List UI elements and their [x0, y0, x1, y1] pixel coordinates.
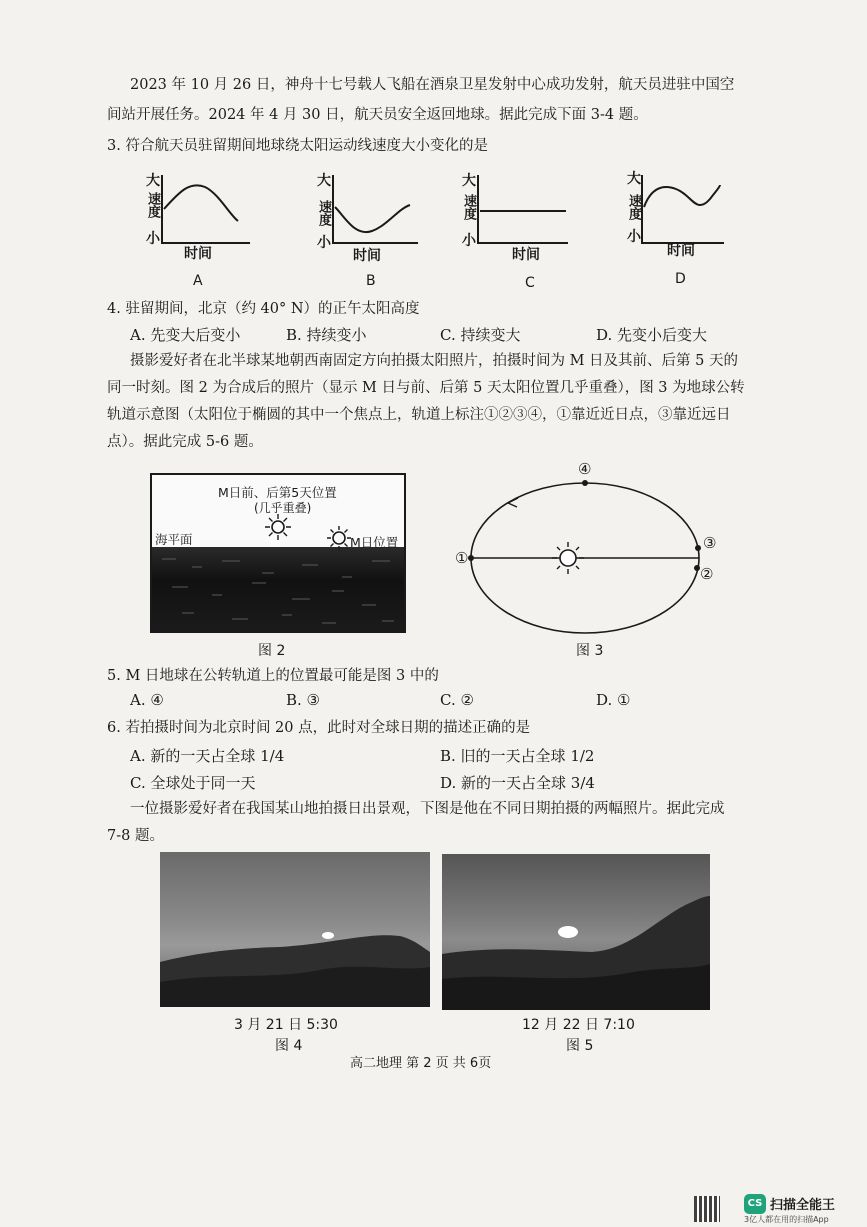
watermark-slogan: 3亿人都在用的扫描App [744, 1215, 829, 1224]
question-3-stem: 3. 符合航天员驻留期间地球绕太阳运动线速度大小变化的是 [107, 138, 488, 154]
orbit-point-1: ① [455, 549, 469, 567]
intro-3-4-line2: 间站开展任务。2024 年 4 月 30 日，航天员安全返回地球。据此完成下面 3-4 题。 [107, 107, 648, 123]
graph-b [333, 175, 418, 243]
graph-d-small: 小 [627, 229, 641, 245]
fig4-sun [322, 932, 334, 939]
intro-7-8-line2: 7-8 题。 [107, 828, 164, 844]
figure-5-photo [442, 854, 710, 1010]
graph-d-big: 大 [627, 171, 641, 187]
watermark-brand: 扫描全能王 [770, 1198, 836, 1213]
figure-5-time: 12 月 22 日 7:10 [522, 1017, 635, 1033]
orbit-point-4: ④ [578, 460, 592, 478]
intro-5-6-line2: 同一时刻。图 2 为合成后的照片（显示 M 日与前、后第 5 天太阳位置几乎重叠），图 3 为地球公转 [107, 380, 745, 396]
graph-b-yaxis: 速度 [316, 200, 331, 226]
graph-b-label: B [366, 273, 376, 289]
sea-waves [152, 547, 404, 631]
graph-c-yaxis: 速度 [461, 194, 476, 220]
graph-a-big: 大 [146, 173, 160, 189]
graph-c [478, 175, 568, 243]
sun-before-after-icon [264, 513, 292, 541]
graph-a-xaxis: 时间 [184, 246, 212, 262]
figure-4-time: 3 月 21 日 5:30 [234, 1017, 338, 1033]
fig5-sun [558, 926, 578, 938]
qr-code-icon [694, 1196, 720, 1222]
figure-2-caption: 图 2 [258, 643, 286, 659]
q4-option-d: D. 先变小后变大 [596, 326, 708, 344]
q5-option-c: C. ② [440, 691, 474, 709]
graph-b-big: 大 [317, 173, 331, 189]
graph-a [162, 175, 250, 243]
graph-d-label: D [675, 271, 686, 287]
graph-c-xaxis: 时间 [512, 247, 540, 263]
camscanner-logo-icon: CS [744, 1194, 766, 1214]
graph-b-small: 小 [317, 235, 331, 251]
q6-option-c: C. 全球处于同一天 [130, 774, 256, 792]
graph-c-big: 大 [462, 173, 476, 189]
intro-3-4-line1: 2023 年 10 月 26 日，神舟十七号载人飞船在酒泉卫星发射中心成功发射，航天员进驻中国空 [130, 77, 735, 93]
figure-2-photo [150, 473, 406, 633]
q3-graphs [120, 165, 760, 295]
q4-option-c: C. 持续变大 [440, 326, 521, 344]
graph-d-yaxis: 速度 [626, 194, 641, 220]
q6-option-a: A. 新的一天占全球 1/4 [130, 747, 285, 765]
intro-5-6-line3: 轨道示意图（太阳位于椭圆的其中一个焦点上，轨道上标注①②③④，①靠近近日点，③靠近远日 [107, 407, 731, 423]
page-footer: 高二地理 第 2 页 共 6页 [350, 1056, 492, 1071]
graph-a-label: A [193, 273, 203, 289]
graph-b-xaxis: 时间 [353, 248, 381, 264]
q5-option-b: B. ③ [286, 691, 321, 709]
question-5-stem: 5. M 日地球在公转轨道上的位置最可能是图 3 中的 [107, 668, 439, 684]
intro-5-6-line1: 摄影爱好者在北半球某地朝西南固定方向拍摄太阳照片，拍摄时间为 M 日及其前、后第 5 天的 [130, 353, 739, 369]
fig2-label-overlap: (几乎重叠) [254, 501, 312, 515]
q6-option-d: D. 新的一天占全球 3/4 [440, 774, 595, 792]
q4-option-b: B. 持续变小 [286, 326, 367, 344]
intro-7-8-line1: 一位摄影爱好者在我国某山地拍摄日出景观，下图是他在不同日期拍摄的两幅照片。据此完成 [130, 801, 725, 817]
intro-5-6-line4: 点）。据此完成 5-6 题。 [107, 434, 263, 450]
graph-a-yaxis: 速度 [145, 192, 160, 218]
fig2-label-m-day: M日位置 [350, 535, 399, 550]
graph-c-small: 小 [462, 233, 476, 249]
orbit-point-3: ③ [703, 534, 717, 552]
fig2-label-before-after: M日前、后第5天位置 [218, 485, 337, 500]
question-4-stem: 4. 驻留期间，北京（约 40° N）的正午太阳高度 [107, 301, 420, 317]
graph-d-xaxis: 时间 [667, 243, 695, 259]
q6-option-b: B. 旧的一天占全球 1/2 [440, 747, 595, 765]
figure-4-caption: 图 4 [275, 1038, 303, 1054]
sun-m-day-icon [326, 525, 352, 551]
fig2-label-sea-level: 海平面 [155, 532, 193, 547]
figure-4-photo [160, 852, 430, 1007]
graph-c-label: C [525, 275, 535, 291]
sun-icon [552, 542, 584, 574]
fig4-mountains [160, 852, 430, 1007]
orbit-point-2: ② [700, 565, 714, 583]
figure-3-orbit [450, 458, 725, 638]
figure-5-caption: 图 5 [566, 1038, 594, 1054]
q4-option-a: A. 先变大后变小 [130, 326, 241, 344]
q5-option-a: A. ④ [130, 691, 164, 709]
figure-3-caption: 图 3 [576, 643, 604, 659]
q5-option-d: D. ① [596, 691, 631, 709]
graph-d [642, 175, 724, 243]
question-6-stem: 6. 若拍摄时间为北京时间 20 点，此时对全球日期的描述正确的是 [107, 720, 531, 736]
graph-a-small: 小 [146, 231, 160, 247]
